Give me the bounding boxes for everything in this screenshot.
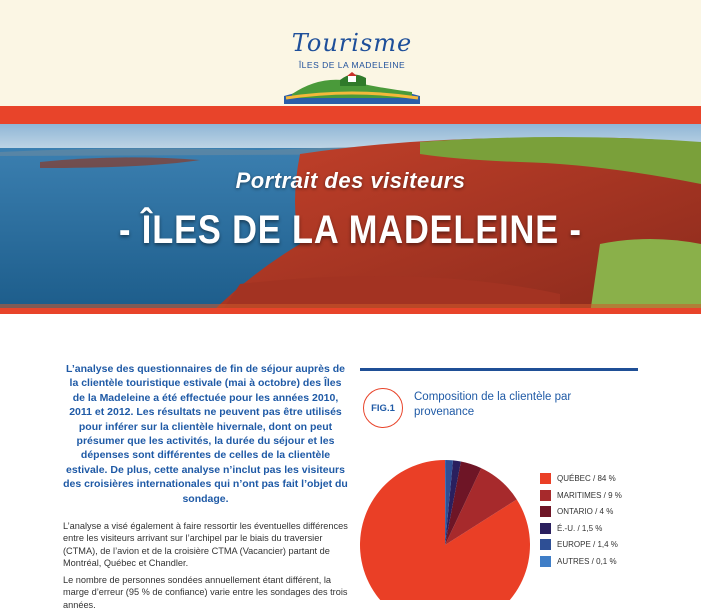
- legend-swatch-3: [540, 523, 551, 534]
- legend-label-0: QUÉBEC / 84 %: [557, 474, 616, 483]
- banner-bottom-band: [0, 308, 701, 314]
- logo-landscape-icon: [282, 68, 422, 108]
- logo-wordmark: Tourisme: [291, 29, 413, 57]
- provenance-pie-chart: [350, 440, 535, 600]
- legend-swatch-4: [540, 539, 551, 550]
- body-paragraph-1: L’analyse a visé également à faire ressortir les éventuelles différences entre les visiteurs arrivant sur l’archipel par le biais du traversier (CTMA), de l’avion et de la croisière CTMA (Vacancier) partant de Montréal, Québec et Chandler.: [63, 521, 348, 569]
- figure-title: Composition de la clientèle par provenance: [414, 391, 572, 418]
- header-red-band: [0, 106, 701, 124]
- legend-item-2: [540, 506, 690, 517]
- legend-swatch-1: [540, 490, 551, 501]
- body-paragraph-2: Le nombre de personnes sondées annuellement étant différent, la marge d’erreur (95 % de confiance) varie entre les sondages des trois années.: [63, 575, 348, 610]
- legend-label-5: AUTRES / 0,1 %: [557, 556, 617, 566]
- banner-subtitle: Portrait des visiteurs: [235, 168, 466, 193]
- legend-label-4: EUROPE / 1,4 %: [557, 540, 618, 549]
- figure-top-rule: [360, 368, 638, 371]
- legend-item-4: [540, 539, 690, 550]
- legend-item-5: [540, 556, 690, 567]
- legend-item-3: [540, 523, 690, 534]
- legend-swatch-2: [540, 506, 551, 517]
- legend-label-3: É.-U. / 1,5 %: [557, 523, 603, 533]
- tourisme-logo: [282, 28, 422, 108]
- legend-swatch-5: [540, 556, 551, 567]
- figure-badge: FIG.1: [363, 388, 403, 428]
- intro-paragraph: L’analyse des questionnaires de fin de séjour auprès de la clientèle touristique estivale (mai à octobre) des Îles de la Madeleine a été effectuée pour les années 2010, 2011 et 2012. Les résultats ne peuvent pas être utilisés pour inférer sur la clientèle hivernale, dont on peut présumer que les activités, la durée du séjour et les dépenses sont différentes de celles de la clientèle estivale. De plus, cette analyse n’inclut pas les visiteurs des croisières internationales qui n’ont pas fait l’objet du sondage.: [63, 363, 348, 505]
- legend-item-0: [540, 473, 690, 484]
- legend-item-1: [540, 490, 690, 501]
- legend-label-2: ONTARIO / 4 %: [557, 507, 614, 516]
- top-header: [0, 0, 701, 106]
- legend-swatch-0: [540, 473, 551, 484]
- pie-legend: [540, 473, 690, 572]
- legend-label-1: MARITIMES / 9 %: [557, 490, 622, 500]
- logo-subtitle: ÎLES DE LA MADELEINE: [298, 60, 406, 70]
- banner-title: - ÎLES DE LA MADELEINE -: [119, 208, 582, 252]
